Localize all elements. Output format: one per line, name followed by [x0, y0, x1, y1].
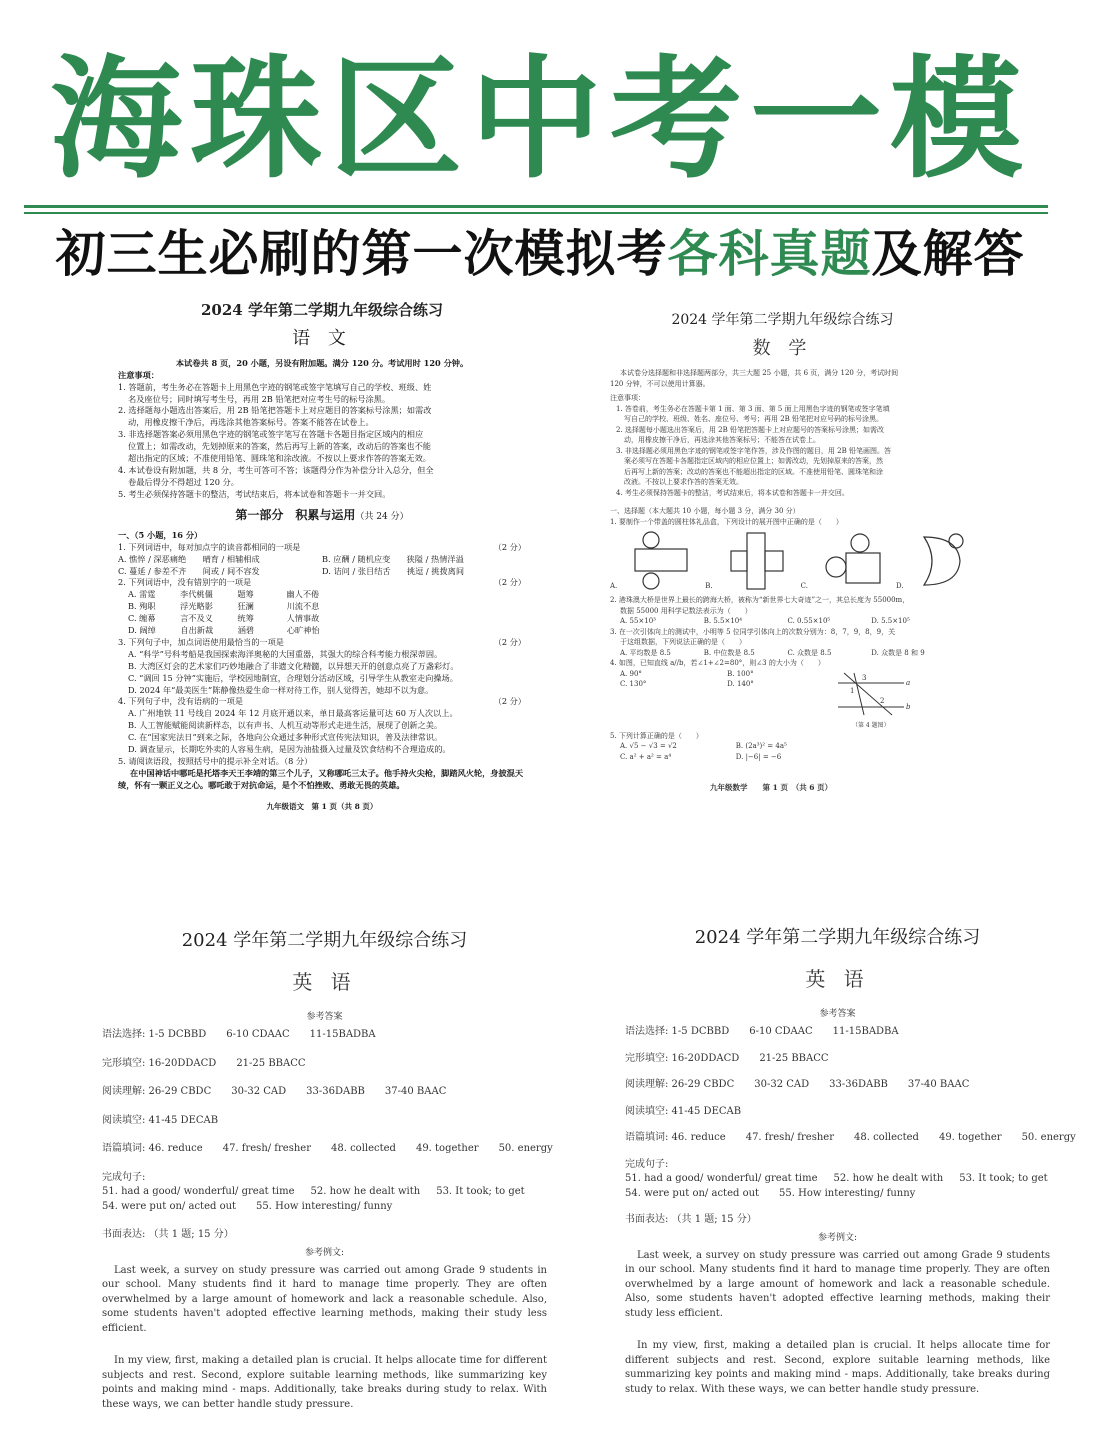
english-title: 2024 学年第二学期九年级综合练习 [694, 927, 981, 948]
math-notes-head: 注意事项： [610, 394, 645, 402]
math-question: 2. 港珠澳大桥是世界上最长的跨海大桥，被称为“新世界七大奇迹”之一，其总长度为 55000m， [610, 596, 910, 604]
option: D. 众数是 8 和 9 [871, 648, 925, 657]
chinese-part-score: （共 24 分） [355, 511, 409, 522]
question-score: （2 分） [493, 577, 526, 588]
answer: 52. how he dealt with [310, 1186, 421, 1198]
answer-key-heading: 参考答案 [306, 1012, 343, 1023]
answer: 47. fresh/ fresher [745, 1132, 834, 1144]
answer: 21-25 BBACC [236, 1057, 306, 1069]
question-text: 4. 下列句子中，没有语病的一项是 [118, 696, 244, 707]
answer: 语篇填词: 46. reduce [102, 1143, 203, 1155]
math-note-line: 写自己的学校、班级、姓名、座位号、考号；再用 2B 铅笔把对应号码的标号涂黑。 [624, 415, 884, 423]
answer: 53. It took; to get [959, 1173, 1048, 1185]
question-text: 2. 下列词语中，没有错别字的一项是 [118, 577, 252, 588]
math-options [610, 669, 834, 690]
option: C. 缠幕 言不及义 统筹 人情事故 [128, 613, 320, 624]
chinese-title: 2024 学年第二学期九年级综合练习 [201, 301, 443, 319]
option: C. 蔓延 / 参差不齐 间或 / 间不容发 [118, 565, 260, 576]
answer: 49. together [415, 1143, 479, 1155]
answer: 语法选择: 1-5 DCBBD [102, 1029, 207, 1041]
chinese-note-line: 4. 本试卷设有附加题，共 8 分，考生可答可不答；该题得分作为补偿分计入总分，但全 [118, 464, 434, 475]
answer: 55. How interesting/ funny [256, 1200, 393, 1212]
complete-sentences-head: 完成句子: [625, 1158, 669, 1170]
banner-divider-bottom [24, 212, 1048, 214]
math-intro-line: 120 分钟，不可以使用计算器。 [610, 379, 710, 388]
option: D. 诘问 / 张目结舌 挑逗 / 挑拨离间 [322, 565, 465, 576]
fig-caption: （第 4 题图） [852, 721, 890, 729]
chinese-question [118, 542, 526, 554]
chinese-group-head: 一、（5 小题，16 分） [118, 529, 203, 540]
answer: 48. collected [330, 1143, 396, 1155]
option: C. 在“国家宪法日”到来之际，各地向公众通过多种形式宣传宪法知识，普及法律常识。 [128, 732, 443, 743]
net-figure-c [822, 531, 882, 591]
complete-sentences-head: 完成句子: [102, 1171, 146, 1183]
chinese-note-line: 卷最后得分不得超过 120 分。 [128, 476, 239, 487]
answer: 37-40 BAAC [907, 1079, 970, 1091]
subtitle-part1: 初三生必刷的第一次模拟考 [55, 225, 668, 283]
answer-line [625, 1172, 1050, 1187]
question-score: （2 分） [493, 636, 526, 647]
chinese-question [118, 637, 526, 649]
math-q4-block [610, 669, 955, 731]
answer: 52. how he dealt with [833, 1173, 944, 1185]
chinese-note-line: 3. 非选择题答案必须用黑色字迹的钢笔或签字笔写在答题卡各题目指定区域内的相应 [118, 429, 424, 440]
option-label: A. [610, 581, 618, 590]
option-label: D. [896, 581, 904, 590]
answer: 51. had a good/ wonderful/ great time [625, 1173, 818, 1185]
essay-paragraph: Last week, a survey on study pressure was carried out among Grade 9 students in our school. Many students find it hard to manage time properly. They are often overwhelmed by a large amount of homework and lack a reasonable schedule. Also, some students haven't adopted effective learning methods, making their study less efficient. [625, 1249, 1050, 1319]
math-question: 4. 如图，已知直线 a//b，若∠1+∠2=80°，则∠3 的大小为（ ） [610, 659, 825, 667]
chinese-note-line: 超出指定的区域；不准使用铅笔、圆珠笔和涂改液。不按以上要求作答的答案无效。 [128, 452, 431, 463]
option: B. 应酬 / 随机应变 狭隘 / 热情洋溢 [322, 553, 464, 564]
math-footer: 九年级数学 第 1 页 （共 6 页） [710, 783, 833, 792]
chinese-part-title: 第一部分 积累与运用 [235, 507, 356, 522]
answer: 30-32 CAD [754, 1079, 810, 1091]
math-note-line: 4. 考生必须保持答题卡的整洁，考试结束后，将本试卷和答题卡一并交回。 [616, 488, 849, 497]
english-title: 2024 学年第二学期九年级综合练习 [181, 930, 468, 951]
answer: 54. were put on/ acted out [102, 1200, 237, 1212]
answer: 37-40 BAAC [384, 1086, 447, 1098]
answer: 语法选择: 1-5 DCBBD [625, 1026, 730, 1038]
answer-line [102, 1057, 547, 1072]
math-options [610, 616, 955, 627]
answer: 55. How interesting/ funny [779, 1187, 916, 1199]
question-text: 1. 下列词语中，每对加点字的读音都相同的一项是 [118, 541, 301, 552]
chinese-note-line: 2. 选择题每小题选出答案后，用 2B 铅笔把答题卡上对应题目的答案标号涂黑；如需改 [118, 405, 432, 416]
math-title: 2024 学年第二学期九年级综合练习 [671, 312, 894, 328]
answer-line [102, 1114, 547, 1129]
answer: 54. were put on/ acted out [625, 1187, 760, 1199]
option: C. 众数是 8.5 [787, 648, 832, 657]
answer: 49. together [938, 1132, 1002, 1144]
answer-line [625, 1052, 1050, 1067]
option: A. 90° [620, 669, 642, 678]
answer: 21-25 BBACC [759, 1052, 829, 1064]
chinese-part-heading [118, 507, 526, 524]
option: A. “科学”号科考船是我国探索海洋奥秘的大国重器，其强大的综合科考能力根深蒂固。 [128, 648, 443, 659]
fig-mark: 3 [862, 673, 867, 682]
q4-parallel-lines-figure [834, 669, 914, 731]
writing-head: 书面表达: （共 1 题; 15 分） [625, 1214, 757, 1226]
math-note-line: 2. 选择题每小题选出答案后，用 2B 铅笔把答题卡上对应题号的答案标号涂黑；如需改 [616, 425, 884, 434]
answer: 53. It took; to get [436, 1186, 525, 1198]
math-subject: 数 学 [752, 338, 813, 359]
english-answer-page-1 [102, 928, 553, 1418]
banner-title: 海珠区中考一模 [50, 43, 1030, 197]
subtitle-part2: 及解答 [871, 225, 1025, 283]
answer: 6-10 CDAAC [749, 1026, 813, 1038]
option: B. 人工智能赋能阅读新样态，以有声书、人机互动等形式走进生活，展现了创新之美。 [128, 720, 443, 731]
chinese-question [118, 577, 526, 589]
answer: 33-36DABB [829, 1079, 888, 1091]
chinese-subject: 语 文 [292, 327, 352, 349]
answer: 6-10 CDAAC [226, 1029, 290, 1041]
option: C. 130° [620, 680, 647, 688]
net-figure-b [727, 531, 787, 591]
option: A. 55×10³ [620, 617, 656, 625]
example-essay-heading: 参考例文: [304, 1247, 345, 1258]
answer-line [625, 1105, 1050, 1120]
answer: 51. had a good/ wonderful/ great time [102, 1186, 295, 1198]
option: B. (2a³)² = 4a⁵ [735, 742, 787, 750]
chinese-options [118, 554, 526, 578]
answer-line [625, 1131, 1076, 1146]
option-label: C. [800, 581, 808, 590]
math-note-line: 改液。不按以上要求作答的答案无效。 [624, 478, 743, 486]
chinese-note-line: 位置上；如需改动，先划掉原来的答案，然后再写上新的答案，改动后的答案也不能 [128, 441, 431, 452]
option: D. 阔绰 自出新裁 涵碧 心旷神怡 [128, 625, 320, 636]
subtitle-highlight: 各科真题 [667, 225, 872, 283]
chinese-note-line: 1. 答题前，考生务必在答题卡上用黑色字迹的钢笔或签字笔填写自己的学校、班级、姓 [118, 381, 432, 392]
answer-line [625, 1078, 1050, 1093]
answer-line [102, 1200, 547, 1215]
writing-head: 书面表达: （共 1 题; 15 分） [102, 1229, 234, 1241]
option: B. 大湾区灯会的艺术家们巧妙地融合了非遗文化精髓，以异想天开的创意点亮了万盏彩灯。 [128, 660, 459, 671]
answer: 语篇填词: 46. reduce [625, 1132, 726, 1144]
chinese-note-line: 名及座位号；同时填写考生号，再用 2B 铅笔把对应考生号的标号涂黑。 [128, 393, 391, 404]
math-intro-line: 本试卷分选择题和非选择题两部分，共三大题 25 小题，共 6 页，满分 120 分，考试时间 [620, 369, 899, 377]
answer: 阅读理解: 26-29 CBDC [102, 1086, 212, 1098]
essay-paragraph: Last week, a survey on study pressure was carried out among Grade 9 students in our school. Many students find it hard to manage time properly. They are often overwhelmed by a large amount of homework and lack a reasonable schedule. Also, some students haven't adopted effective learning methods, making their study less efficient. [102, 1264, 547, 1334]
answer: 30-32 CAD [231, 1086, 287, 1098]
fig-mark: a [906, 678, 911, 687]
option: B. 100° [727, 669, 754, 678]
option: D. 140° [727, 680, 754, 688]
chinese-passage: 在中国神话中哪吒是托塔李天王李靖的第三个儿子，又称哪吒三太子。他手持火尖枪，脚踏风火轮，身披混天绫，怀有一颗正义之心。哪吒敢于对抗命运，是个不怕挫败、勇敢无畏的英雄。 [118, 767, 524, 790]
option: D. 5.5×10⁵ [871, 617, 910, 625]
option: A. 广州地铁 11 号线自 2024 年 12 月底开通以来，单日最高客运量可达 60 万人次以上。 [128, 708, 458, 719]
chinese-exam-page [118, 300, 526, 890]
math-note-line: 1. 答卷前，考生务必在答题卡第 1 面、第 3 面、第 5 面上用黑色字迹的钢笔或签字笔填 [616, 404, 890, 413]
answer: 48. collected [853, 1132, 919, 1144]
fig-mark: b [906, 702, 911, 711]
option-label: B. [705, 581, 713, 590]
question-text: 3. 下列句子中，加点词语使用最恰当的一项是 [118, 636, 284, 647]
answer: 完形填空: 16-20DDACD [102, 1057, 217, 1069]
option: C. a² + a² = a⁴ [620, 752, 672, 761]
math-note-line: 动，用橡皮擦干净后，再选涂其他答案标号；不能答在试卷上。 [624, 436, 820, 444]
option: A. √5 − √3 = √2 [620, 742, 677, 750]
chinese-intro: 本试卷共 8 页，20 小题，另设有附加题。满分 120 分。考试用时 120 分钟。 [175, 357, 469, 368]
english-subject: 英 语 [292, 970, 357, 995]
option: A. 平均数是 8.5 [620, 648, 671, 657]
option: C. 0.55×10⁵ [787, 617, 831, 625]
math-group-head: 一、选择题（本大题共 10 小题，每小题 3 分，满分 30 分） [610, 507, 800, 515]
essay-paragraph: In my view, first, making a detailed plan is crucial. It helps allocate time for different subjects and rest. Second, explore suitable learning methods, like summarizing key points and making mind - maps. Additionally, take breaks during study to relax. With these ways, we can better handle study pressure. [102, 1355, 547, 1410]
chinese-footer: 九年级语文 第 1 页（共 8 页） [266, 801, 378, 811]
math-exam-page [610, 310, 955, 870]
answer: 47. fresh/ fresher [222, 1143, 311, 1155]
math-question: 5. 下列计算正确的是（ ） [610, 731, 703, 740]
chinese-note-line: 5. 考生必须保持答题卡的整洁，考试结束后，将本试卷和答题卡一并交回。 [118, 488, 391, 499]
math-note-line: 案必须写在答题卡各题指定区域内的相应位置上；如需改动，先划掉原来的答案，然 [624, 457, 883, 465]
answer-line [102, 1142, 553, 1157]
math-note-line: 3. 非选择题必须用黑色字迹的钢笔或签字笔作答，涉及作图的题目，用 2B 铅笔画图。答 [616, 446, 891, 455]
option: D. |−6| = −6 [735, 752, 782, 761]
option: A. 雷霆 李代桃僵 题筹 幽人不倦 [128, 589, 320, 600]
chinese-note-line: 动，用橡皮擦干净后，再选涂其他答案标号。答案不能答在试卷上。 [128, 417, 374, 428]
chinese-notes-head: 注意事项： [118, 369, 159, 380]
math-question: 3. 在一次引体向上的测试中，小明等 5 位同学引体向上的次数分别为：8，7，9，8，9，关 [610, 627, 896, 636]
answer-line [625, 1187, 1050, 1202]
answer: 50. energy [498, 1143, 553, 1155]
banner-divider-top [24, 205, 1048, 208]
answer: 11-15BADBA [832, 1026, 899, 1038]
answer-key-heading: 参考答案 [819, 1009, 856, 1020]
answer: 50. energy [1021, 1132, 1076, 1144]
question-score: （2 分） [493, 696, 526, 707]
answer-line [102, 1028, 547, 1043]
answer: 完形填空: 16-20DDACD [625, 1052, 740, 1064]
math-options [610, 648, 955, 659]
answer-line [102, 1085, 547, 1100]
banner-subtitle [0, 222, 1080, 286]
chinese-question: 5. 请阅读语段，按照括号中的提示补全对话。（8 分） [118, 755, 313, 766]
net-figure-d [918, 531, 968, 591]
option: A. 憔悴 / 深恶痛绝 晴育 / 相辅相成 [118, 553, 260, 564]
example-essay-heading: 参考例文: [817, 1232, 858, 1243]
chinese-question [118, 696, 526, 708]
fig-mark: 2 [880, 696, 885, 705]
answer-line [102, 1185, 547, 1200]
math-question: 于这组数据，下列说法正确的是（ ） [620, 638, 746, 646]
answer: 11-15BADBA [309, 1029, 376, 1041]
answer: 33-36DABB [306, 1086, 365, 1098]
option: B. 5.5×10⁴ [703, 617, 743, 625]
fig-mark: 1 [850, 686, 855, 695]
essay-paragraph: In my view, first, making a detailed plan is crucial. It helps allocate time for different subjects and rest. Second, explore suitable learning methods, like summarizing key points and making mind - maps. Additionally, take breaks during study to relax. With these ways, we can better handle study pressure. [625, 1340, 1050, 1395]
answer: 阅读填空: 41-45 DECAB [102, 1114, 219, 1126]
math-note-line: 后再写上新的答案；改动的答案也不能超出指定的区域。不准使用铅笔、圆珠笔和涂 [624, 467, 883, 476]
net-figure-a [631, 531, 691, 591]
option: D. 调查显示，长期吃外卖的人容易生病，是因为油盐摄入过量及饮食结构不合理造成的。 [128, 743, 451, 754]
answer: 阅读理解: 26-29 CBDC [625, 1079, 735, 1091]
option: B. 中位数是 8.5 [703, 648, 755, 657]
option: C. “调回 15 分钟”实施后，学校因地制宜，合理划分活动区域，引导学生从教室走向操场。 [128, 672, 458, 683]
answer-line [625, 1025, 1050, 1040]
math-q1-figures [610, 531, 955, 591]
question-score: （2 分） [493, 541, 526, 552]
math-options [610, 741, 852, 762]
option: B. 殉职 浮光略影 狂澜 川流不息 [128, 601, 320, 612]
english-answer-page-2 [625, 925, 1076, 1395]
math-question: 数据 55000 用科学记数法表示为（ ） [620, 606, 752, 615]
answer: 阅读填空: 41-45 DECAB [625, 1105, 742, 1117]
option: D. 2024 年“最美医生”陈静像热爱生命一样对待工作，别人觉得苦，她却不以为意。 [128, 684, 434, 695]
english-subject: 英 语 [805, 967, 870, 992]
math-question: 1. 要制作一个带盖的圆柱体礼品盒，下列设计的展开图中正确的是（ ） [610, 517, 843, 526]
